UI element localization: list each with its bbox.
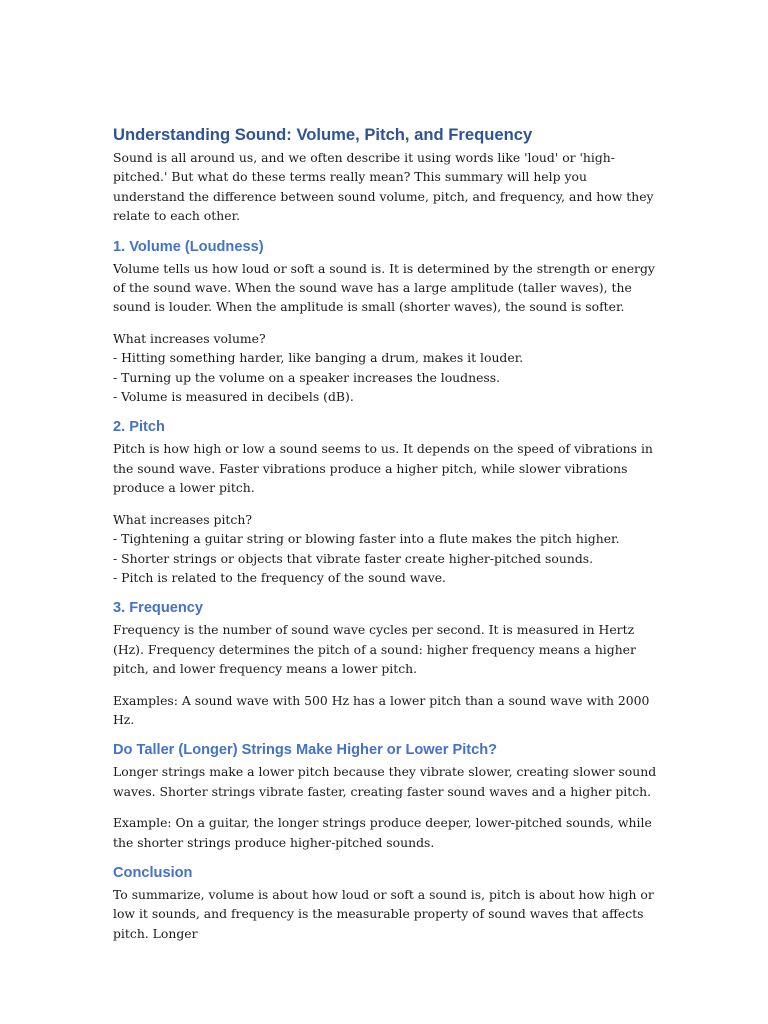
volume-list-item: - Hitting something harder, like banging a drum, makes it louder. <box>113 350 524 366</box>
volume-paragraph: Volume tells us how loud or soft a sound is. It is determined by the strength or energy of the sound wave. When the sound wave has a large amplitude (taller waves), the sound is louder. When the amplitude is small (shorter waves), the sound is softer. <box>113 260 655 315</box>
strings-paragraph: Longer strings make a lower pitch because they vibrate slower, creating slower sound waves. Shorter strings vibrate faster, creating faster sound waves and a higher pitch. <box>113 764 657 799</box>
section-heading-strings: Do Taller (Longer) Strings Make Higher or Lower Pitch? <box>113 742 498 759</box>
volume-list <box>113 329 658 407</box>
document-page <box>113 124 658 941</box>
conclusion-paragraph: To summarize, volume is about how loud or soft a sound is, pitch is about how high or low it sounds, and frequency is the measurable property of sound waves that affects pitch. Longer <box>113 886 654 941</box>
volume-list-title: What increases volume? <box>113 330 266 346</box>
pitch-list-item: - Shorter strings or objects that vibrate faster create higher-pitched sounds. <box>113 550 594 566</box>
strings-example: Example: On a guitar, the longer strings produce deeper, lower-pitched sounds, while the shorter strings produce higher-pitched sounds. <box>113 815 652 850</box>
pitch-list <box>113 510 658 588</box>
pitch-list-item: - Pitch is related to the frequency of the sound wave. <box>113 569 446 585</box>
document-title: Understanding Sound: Volume, Pitch, and Frequency <box>113 125 533 144</box>
frequency-paragraph: Frequency is the number of sound wave cycles per second. It is measured in Hertz (Hz). Frequency determines the pitch of a sound: higher frequency means a higher pitch, and lower frequency means a lower pitch. <box>113 622 636 677</box>
volume-list-item: - Volume is measured in decibels (dB). <box>113 389 354 405</box>
pitch-list-title: What increases pitch? <box>113 511 252 527</box>
intro-paragraph: Sound is all around us, and we often describe it using words like 'loud' or 'high-pitched.' But what do these terms really mean? This summary will help you understand the difference between sound volume, pitch, and frequency, and how they relate to each other. <box>113 150 654 224</box>
section-heading-frequency: 3. Frequency <box>113 600 204 617</box>
section-heading-conclusion: Conclusion <box>113 864 193 881</box>
section-heading-volume: 1. Volume (Loudness) <box>113 238 264 255</box>
frequency-example: Examples: A sound wave with 500 Hz has a lower pitch than a sound wave with 2000 Hz. <box>113 692 650 727</box>
pitch-list-item: - Tightening a guitar string or blowing faster into a flute makes the pitch higher. <box>113 531 620 547</box>
pitch-paragraph: Pitch is how high or low a sound seems to us. It depends on the speed of vibrations in the sound wave. Faster vibrations produce a higher pitch, while slower vibrations produce a lower pitch. <box>113 441 653 496</box>
volume-list-item: - Turning up the volume on a speaker increases the loudness. <box>113 369 501 385</box>
section-heading-pitch: 2. Pitch <box>113 419 165 436</box>
